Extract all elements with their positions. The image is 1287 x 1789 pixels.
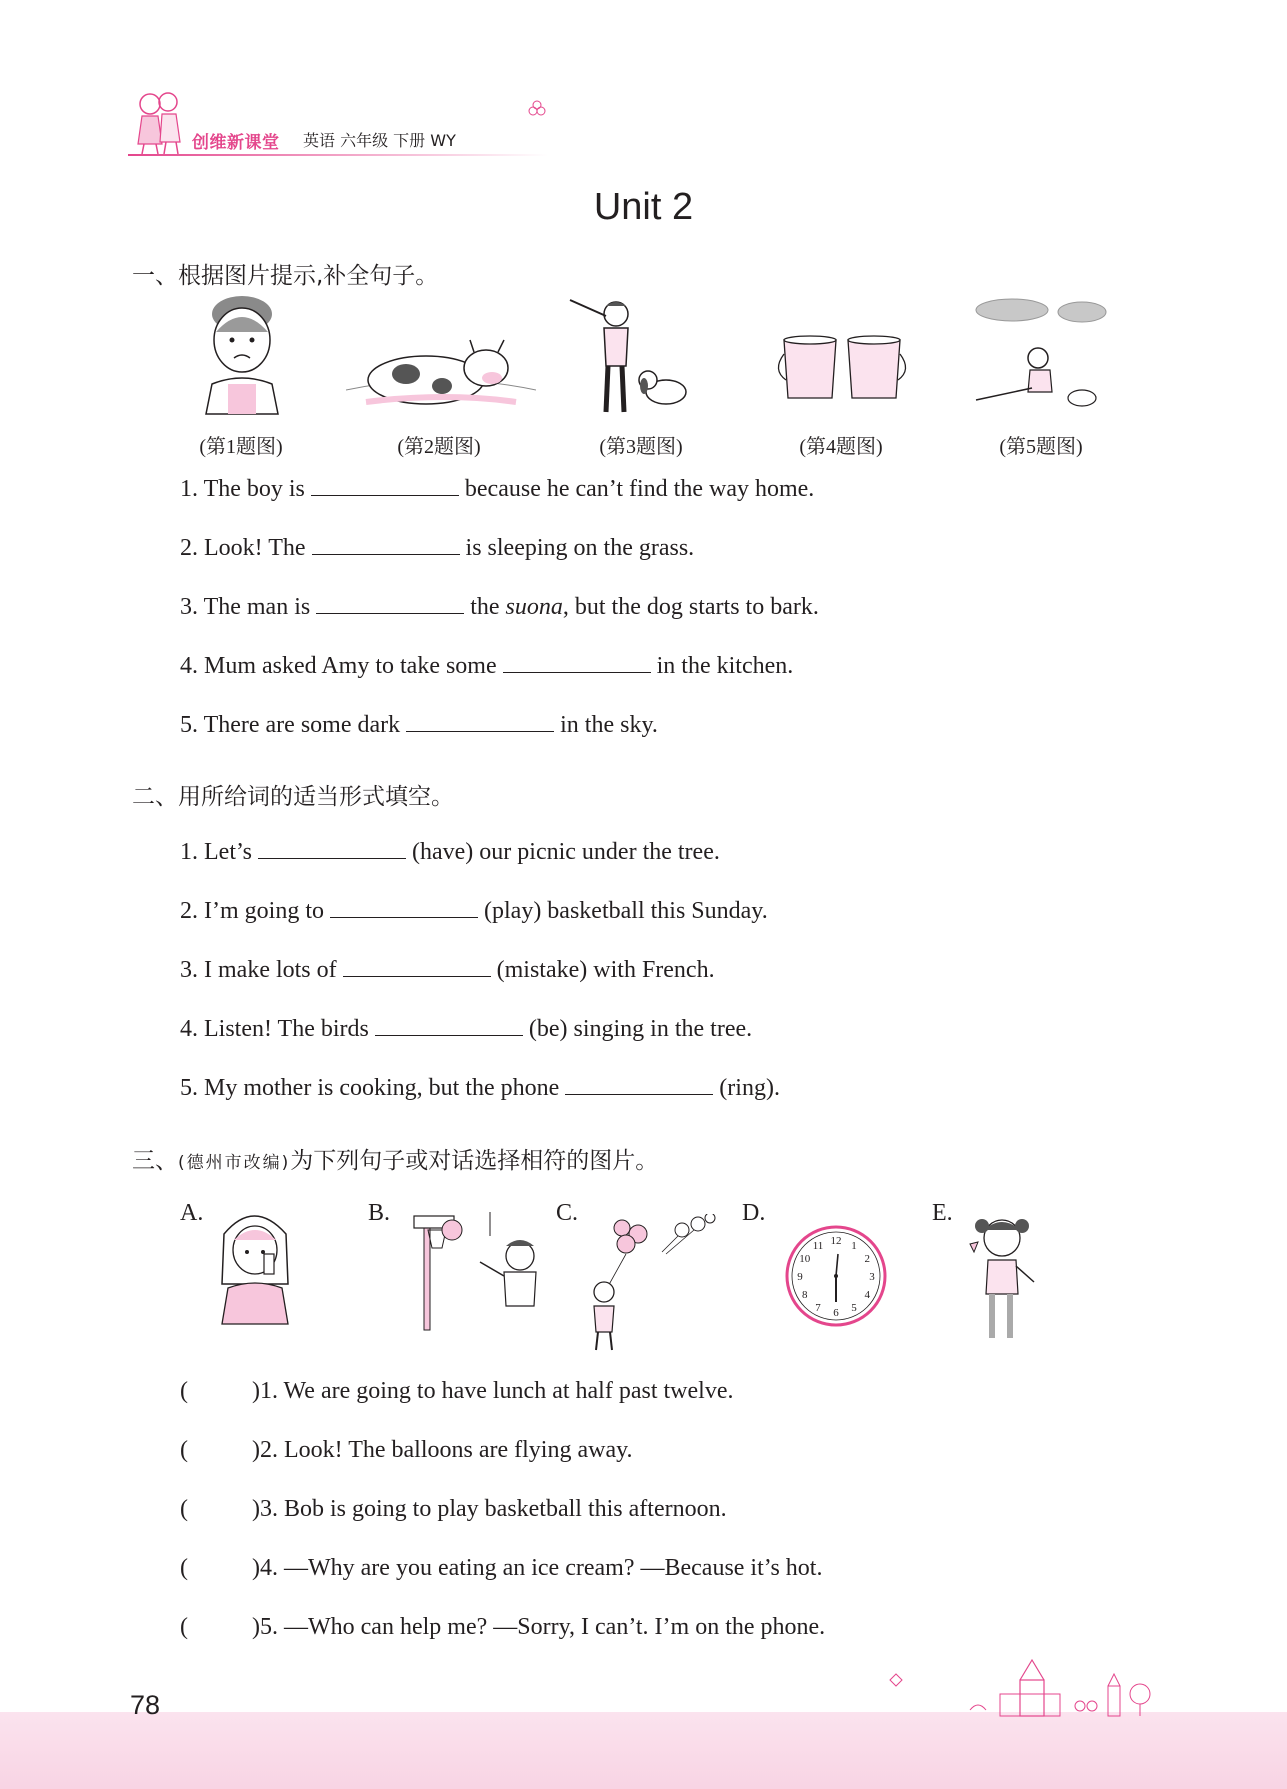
answer-blank[interactable] xyxy=(311,476,459,496)
clock-numeral: 4 xyxy=(864,1289,870,1301)
answer-blank[interactable] xyxy=(565,1075,713,1095)
caption-4: (第4题图) xyxy=(799,436,883,458)
clock-numeral: 11 xyxy=(812,1239,824,1252)
answer-paren[interactable]: ( xyxy=(180,1614,188,1640)
clock-numeral: 8 xyxy=(802,1289,808,1301)
caption-2: (第2题图) xyxy=(397,436,481,458)
s3-question-4: ( )4. —Why are you eating an ice cream? —Because it’s hot. xyxy=(180,1555,823,1581)
clock-picture xyxy=(784,1224,888,1328)
section2-title: 二、用所给词的适当形式填空。 xyxy=(132,784,454,810)
clock-numeral: 5 xyxy=(851,1302,857,1315)
clock-numeral: 10 xyxy=(799,1253,811,1265)
choice-label-b: B. xyxy=(368,1200,391,1226)
clock-numeral: 3 xyxy=(869,1271,875,1283)
s1-question-4: 4. Mum asked Amy to take some in the kitchen. xyxy=(180,653,794,679)
s3-question-5: ( )5. —Who can help me? —Sorry, I can’t. I’m on the phone. xyxy=(180,1614,826,1640)
header-divider xyxy=(128,154,548,156)
s1-question-3: 3. The man is the suona, but the dog starts to bark. xyxy=(180,594,819,620)
answer-blank[interactable] xyxy=(330,898,478,918)
s1-question-5: 5. There are some dark in the sky. xyxy=(180,712,658,738)
s2-question-4: 4. Listen! The birds (be) singing in the tree. xyxy=(180,1016,753,1042)
castle-decoration-icon xyxy=(880,1650,1180,1720)
choice-label-e: E. xyxy=(932,1200,953,1226)
sad-boy-picture xyxy=(198,292,286,416)
sleeping-cow-picture xyxy=(346,330,536,412)
answer-blank[interactable] xyxy=(258,839,406,859)
unit-title: Unit 2 xyxy=(593,186,694,228)
man-playing-suona-picture xyxy=(566,296,696,418)
book-info: 英语 六年级 下册 WY xyxy=(303,131,456,150)
s1-question-1: 1. The boy is because he can’t find the way home. xyxy=(180,476,815,502)
caption-5: (第5题图) xyxy=(999,436,1083,458)
clock-numeral: 6 xyxy=(833,1307,839,1319)
answer-paren[interactable]: ( xyxy=(180,1437,188,1463)
section3-title: 三、(德州市改编)为下列句子或对话选择相符的图片。 xyxy=(132,1148,659,1174)
clock-numeral: 1 xyxy=(851,1239,857,1252)
s2-question-5: 5. My mother is cooking, but the phone (ring). xyxy=(180,1075,780,1101)
two-cups-picture xyxy=(776,334,912,402)
s3-question-1: ( )1. We are going to have lunch at half past twelve. xyxy=(180,1378,734,1404)
page-header xyxy=(128,86,528,156)
brand-name: 创维新课堂 xyxy=(192,133,280,153)
s2-question-2: 2. I’m going to (play) basketball this Sunday. xyxy=(180,898,768,924)
answer-paren[interactable]: ( xyxy=(180,1378,188,1404)
answer-paren[interactable]: ( xyxy=(180,1496,188,1522)
girl-on-phone-picture xyxy=(214,1204,296,1328)
s2-question-3: 3. I make lots of (mistake) with French. xyxy=(180,957,715,983)
clock-numeral: 12 xyxy=(830,1235,842,1247)
caption-1: (第1题图) xyxy=(199,436,283,458)
choice-label-c: C. xyxy=(556,1200,579,1226)
page-number: 78 xyxy=(130,1690,161,1720)
clock-numeral: 9 xyxy=(797,1271,803,1283)
clock-numeral: 7 xyxy=(815,1302,821,1315)
clock-numeral: 2 xyxy=(864,1253,870,1265)
balloons-picture xyxy=(586,1214,726,1352)
basketball-hoop-picture xyxy=(410,1212,544,1332)
s1-question-2: 2. Look! The is sleeping on the grass. xyxy=(180,535,695,561)
girl-eating-ice-cream-picture xyxy=(962,1212,1042,1342)
answer-blank[interactable] xyxy=(343,957,491,977)
answer-paren[interactable]: ( xyxy=(180,1555,188,1581)
choice-label-a: A. xyxy=(180,1200,204,1226)
choice-label-d: D. xyxy=(742,1200,766,1226)
source-note: (德州市改编) xyxy=(178,1153,291,1173)
flower-icon xyxy=(528,100,546,118)
answer-blank[interactable] xyxy=(406,712,554,732)
s2-question-1: 1. Let’s (have) our picnic under the tree. xyxy=(180,839,720,865)
caption-3: (第3题图) xyxy=(599,436,683,458)
footer-band xyxy=(0,1712,1287,1789)
answer-blank[interactable] xyxy=(375,1016,523,1036)
section1-title: 一、根据图片提示,补全句子。 xyxy=(132,263,439,289)
s3-question-2: ( )2. Look! The balloons are flying away. xyxy=(180,1437,633,1463)
answer-blank[interactable] xyxy=(312,535,460,555)
s3-question-3: ( )3. Bob is going to play basketball this afternoon. xyxy=(180,1496,727,1522)
answer-blank[interactable] xyxy=(503,653,651,673)
boy-under-clouds-picture xyxy=(972,296,1108,410)
answer-blank[interactable] xyxy=(316,594,464,614)
kids-logo-icon xyxy=(128,86,190,156)
